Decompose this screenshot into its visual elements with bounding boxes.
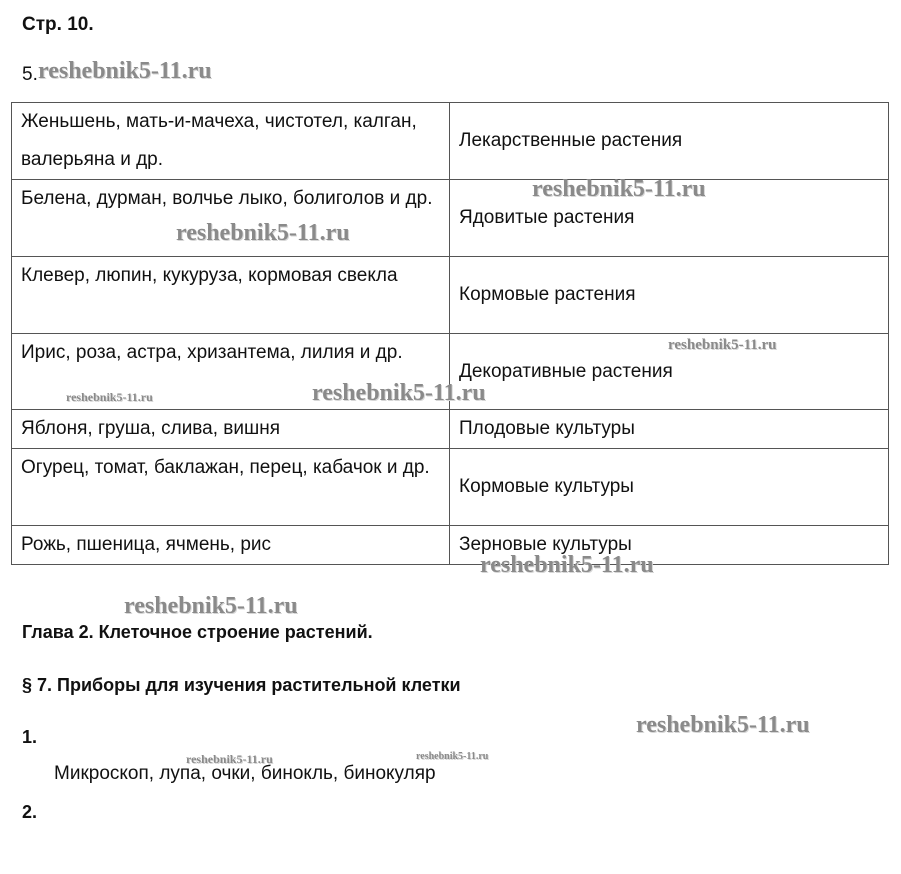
task-number: 5. <box>22 64 38 85</box>
examples-cell: Белена, дурман, волчье лыко, болиголов и др. <box>12 180 450 257</box>
category-cell: Кормовые растения <box>450 257 889 334</box>
examples-cell: Огурец, томат, баклажан, перец, кабачок и др. <box>12 449 450 526</box>
page-label: Стр. 10. <box>22 14 94 35</box>
watermark: reshebnik5-11.ru <box>38 58 212 84</box>
table-row <box>12 410 889 449</box>
watermark: reshebnik5-11.ru <box>416 751 489 762</box>
chapter-title: Глава 2. Клеточное строение растений. <box>22 622 373 642</box>
watermark: reshebnik5-11.ru <box>124 593 298 619</box>
watermark: reshebnik5-11.ru <box>312 380 486 406</box>
examples-cell: Рожь, пшеница, ячмень, рис <box>12 526 450 565</box>
examples-cell: Яблоня, груша, слива, вишня <box>12 410 450 449</box>
examples-cell: Женьшень, мать-и-мачеха, чистотел, калган, валерьяна и др. <box>12 103 450 180</box>
watermark: reshebnik5-11.ru <box>176 220 350 246</box>
watermark: reshebnik5-11.ru <box>636 712 810 738</box>
watermark: reshebnik5-11.ru <box>532 176 706 202</box>
watermark: reshebnik5-11.ru <box>186 752 273 766</box>
examples-cell: Ирис, роза, астра, хризантема, лилия и др. <box>12 334 450 410</box>
answer-text: Микроскоп, лупа, очки, бинокль, бинокуляр <box>54 763 436 784</box>
question-number: 1. <box>22 727 38 747</box>
section-title: § 7. Приборы для изучения растительной клетки <box>22 675 461 695</box>
table-row <box>12 526 889 565</box>
category-cell: Декоративные растения <box>450 334 889 410</box>
table-row <box>12 257 889 334</box>
watermark: reshebnik5-11.ru <box>668 337 777 353</box>
table-row <box>12 449 889 526</box>
table-row <box>12 180 889 257</box>
question-number: 2. <box>22 802 38 822</box>
watermark: reshebnik5-11.ru <box>66 390 153 404</box>
category-cell: Плодовые культуры <box>450 410 889 449</box>
answers-table <box>11 102 889 565</box>
table-row <box>12 103 889 180</box>
category-cell: Кормовые культуры <box>450 449 889 526</box>
category-cell: Лекарственные растения <box>450 103 889 180</box>
category-cell: Зерновые культуры <box>450 526 889 565</box>
category-cell: Ядовитые растения <box>450 180 889 257</box>
watermark: reshebnik5-11.ru <box>480 552 654 578</box>
examples-cell: Клевер, люпин, кукуруза, кормовая свекла <box>12 257 450 334</box>
